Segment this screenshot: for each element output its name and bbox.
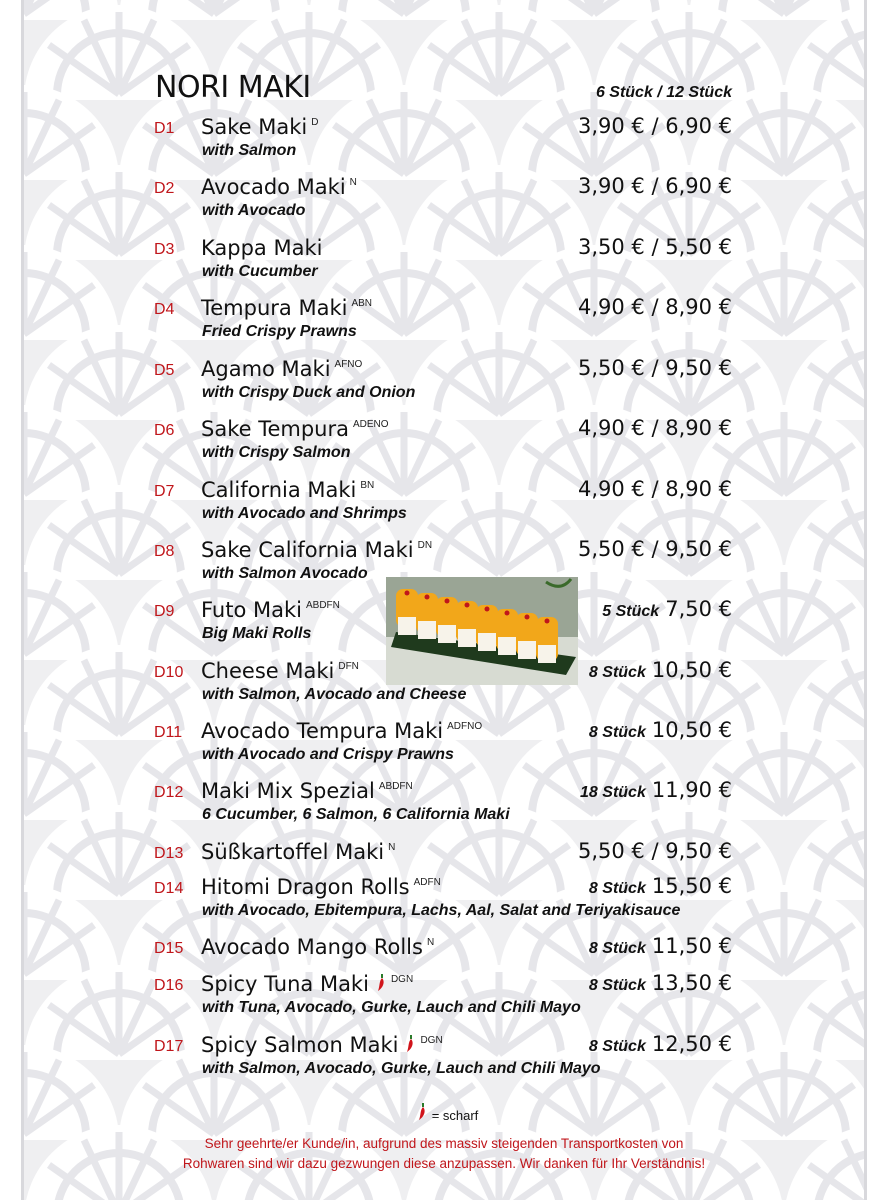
menu-item-d6 — [24, 416, 864, 482]
item-name — [201, 236, 322, 260]
item-price: 11,50 € — [651, 934, 732, 958]
item-price: 3,50 € / 5,50 € — [577, 235, 732, 259]
spicy-legend — [24, 1102, 864, 1123]
item-name — [201, 538, 432, 562]
item-name-text: Futo Maki — [201, 598, 302, 622]
section-portion-header: 6 Stück / 12 Stück — [595, 84, 732, 101]
item-price: 11,90 € — [651, 778, 732, 802]
item-price-block — [602, 597, 732, 621]
item-name-text: Sake Tempura — [201, 417, 349, 441]
item-allergens: ABN — [351, 298, 372, 309]
item-quantity: 8 Stück — [588, 1038, 646, 1055]
item-name-text: Avocado Tempura Maki — [201, 719, 444, 743]
item-name-text: Spicy Salmon Maki — [201, 1033, 399, 1057]
item-price-block — [589, 934, 732, 958]
chili-pepper-icon — [404, 1034, 416, 1054]
menu-page — [24, 0, 864, 1200]
item-name — [201, 175, 357, 199]
item-description: with Avocado — [202, 202, 306, 219]
menu-item-d16 — [24, 971, 864, 1037]
item-code: D4 — [154, 301, 175, 318]
item-price: 12,50 € — [651, 1032, 732, 1056]
item-code: D6 — [154, 422, 175, 439]
item-code: D14 — [154, 880, 184, 897]
item-code: D7 — [154, 483, 175, 500]
item-allergens: D — [311, 117, 319, 128]
item-code: D10 — [154, 664, 184, 681]
item-name-text: Cheese Maki — [201, 659, 335, 683]
item-allergens: BN — [360, 480, 375, 491]
item-price-block — [580, 778, 732, 802]
item-price-block — [589, 874, 732, 898]
item-name-text: Kappa Maki — [201, 236, 323, 260]
item-price-block — [589, 658, 732, 682]
item-allergens: ADFN — [413, 877, 441, 888]
item-name — [201, 779, 413, 803]
item-name-text: Sake California Maki — [201, 538, 414, 562]
item-price-block — [578, 114, 732, 138]
item-price-block — [589, 1032, 732, 1056]
item-description: 6 Cucumber, 6 Salmon, 6 California Maki — [202, 806, 510, 823]
futo-maki-photo — [386, 577, 578, 685]
item-name-text: Agamo Maki — [201, 357, 331, 381]
item-allergens: DGN — [390, 974, 414, 985]
item-description: with Avocado and Shrimps — [202, 505, 407, 522]
item-name — [201, 598, 340, 622]
item-quantity: 8 Stück — [588, 940, 646, 957]
item-allergens: ADFNO — [447, 721, 483, 732]
item-price-block — [578, 416, 732, 440]
item-description: with Avocado and Crispy Prawns — [202, 746, 454, 763]
menu-item-d17 — [24, 1032, 864, 1098]
item-price: 10,50 € — [651, 718, 732, 742]
item-code: D1 — [154, 120, 175, 137]
item-code: D8 — [154, 543, 175, 560]
item-name — [201, 417, 389, 441]
left-page-edge — [0, 0, 24, 1200]
item-name-text: Tempura Maki — [201, 296, 348, 320]
item-price: 7,50 € — [665, 597, 732, 621]
item-quantity: 8 Stück — [588, 880, 646, 897]
item-price-block — [589, 971, 732, 995]
notice-line-2: Rohwaren sind wir dazu gezwungen diese anzupassen. Wir danken für Ihr Verständnis! — [182, 1156, 706, 1171]
item-name-text: Avocado Mango Rolls — [201, 935, 423, 959]
item-allergens: DN — [417, 540, 433, 551]
item-code: D16 — [154, 977, 184, 994]
item-price: 3,90 € / 6,90 € — [577, 174, 732, 198]
item-name-text: Avocado Maki — [201, 175, 346, 199]
menu-item-d7 — [24, 477, 864, 543]
item-price: 5,50 € / 9,50 € — [577, 537, 732, 561]
item-name-text: Süßkartoffel Maki — [201, 840, 385, 864]
item-allergens: DGN — [420, 1035, 443, 1046]
menu-item-d4 — [24, 295, 864, 361]
item-price: 4,90 € / 8,90 € — [577, 295, 732, 319]
item-description: with Tuna, Avocado, Gurke, Lauch and Chili Mayo — [202, 999, 581, 1016]
item-name — [201, 719, 482, 743]
item-name — [201, 296, 372, 320]
menu-item-d12 — [24, 778, 864, 844]
item-name — [201, 972, 413, 996]
item-description: with Avocado, Ebitempura, Lachs, Aal, Salat and Teriyakisauce — [202, 902, 681, 919]
item-name — [201, 840, 395, 864]
menu-item-d5 — [24, 356, 864, 422]
item-price-block — [589, 718, 732, 742]
item-name — [201, 935, 434, 959]
item-code: D2 — [154, 180, 175, 197]
notice-line-1: Sehr geehrte/er Kunde/in, aufgrund des massiv steigenden Transportkosten von — [204, 1136, 684, 1151]
item-price: 15,50 € — [651, 874, 732, 898]
item-description: with Salmon, Avocado, Gurke, Lauch and Chili Mayo — [202, 1060, 601, 1077]
menu-item-d14 — [24, 874, 864, 940]
item-name — [201, 1033, 443, 1057]
item-code: D13 — [154, 845, 184, 862]
item-quantity: 8 Stück — [588, 724, 646, 741]
item-price-block — [578, 174, 732, 198]
item-price-block — [578, 477, 732, 501]
item-price: 5,50 € / 9,50 € — [577, 356, 732, 380]
menu-content — [24, 0, 864, 1200]
item-price-block — [578, 295, 732, 319]
item-price: 4,90 € / 8,90 € — [577, 416, 732, 440]
item-price: 5,50 € / 9,50 € — [577, 839, 732, 863]
item-quantity: 18 Stück — [580, 784, 646, 801]
item-price-block — [578, 839, 732, 863]
item-description: with Crispy Salmon — [202, 444, 351, 461]
menu-item-d11 — [24, 718, 864, 784]
chili-pepper-icon — [375, 973, 387, 993]
item-price-block — [578, 356, 732, 380]
item-price: 10,50 € — [651, 658, 732, 682]
item-name — [201, 357, 362, 381]
item-description: with Salmon Avocado — [202, 565, 368, 582]
item-price-block — [578, 235, 732, 259]
right-page-edge — [864, 0, 888, 1200]
menu-item-d3 — [24, 235, 864, 301]
item-description: with Crispy Duck and Onion — [202, 384, 416, 401]
item-allergens: ABDFN — [305, 600, 340, 611]
item-description: with Salmon, Avocado and Cheese — [202, 686, 467, 703]
item-allergens: N — [349, 177, 357, 188]
item-code: D9 — [154, 603, 175, 620]
item-code: D11 — [154, 724, 183, 741]
item-description: Fried Crispy Prawns — [202, 323, 357, 340]
item-allergens: N — [388, 842, 396, 853]
item-name-text: Sake Maki — [201, 115, 308, 139]
item-name-text: California Maki — [201, 478, 357, 502]
chili-pepper-icon — [416, 1102, 428, 1122]
menu-item-d1 — [24, 114, 864, 180]
item-code: D5 — [154, 362, 175, 379]
item-allergens: ABDFN — [378, 781, 413, 792]
item-description: with Cucumber — [202, 263, 318, 280]
item-description: Big Maki Rolls — [202, 625, 312, 642]
item-name-text: Hitomi Dragon Rolls — [201, 875, 410, 899]
item-price: 4,90 € / 8,90 € — [577, 477, 732, 501]
item-code: D12 — [154, 784, 184, 801]
item-code: D3 — [154, 241, 175, 258]
item-code: D17 — [154, 1038, 184, 1055]
item-allergens: N — [426, 937, 435, 948]
item-price: 3,90 € / 6,90 € — [577, 114, 732, 138]
item-quantity: 8 Stück — [588, 977, 646, 994]
item-name-text: Maki Mix Spezial — [201, 779, 375, 803]
item-description: with Salmon — [202, 142, 297, 159]
item-name-text: Spicy Tuna Maki — [201, 972, 369, 996]
price-increase-notice — [24, 1134, 864, 1174]
item-price-block — [578, 537, 732, 561]
item-allergens: DFN — [338, 661, 359, 672]
item-name — [201, 478, 374, 502]
item-quantity: 5 Stück — [602, 603, 660, 620]
item-price: 13,50 € — [651, 971, 732, 995]
section-title: NORI MAKI — [155, 70, 311, 105]
item-allergens: ADENO — [352, 419, 389, 430]
item-allergens: AFNO — [334, 359, 363, 370]
spicy-legend-text: = scharf — [431, 1108, 479, 1123]
menu-item-d2 — [24, 174, 864, 240]
item-name — [201, 875, 441, 899]
item-name — [201, 659, 359, 683]
item-quantity: 8 Stück — [588, 664, 646, 681]
item-code: D15 — [154, 940, 184, 957]
item-name — [201, 115, 318, 139]
